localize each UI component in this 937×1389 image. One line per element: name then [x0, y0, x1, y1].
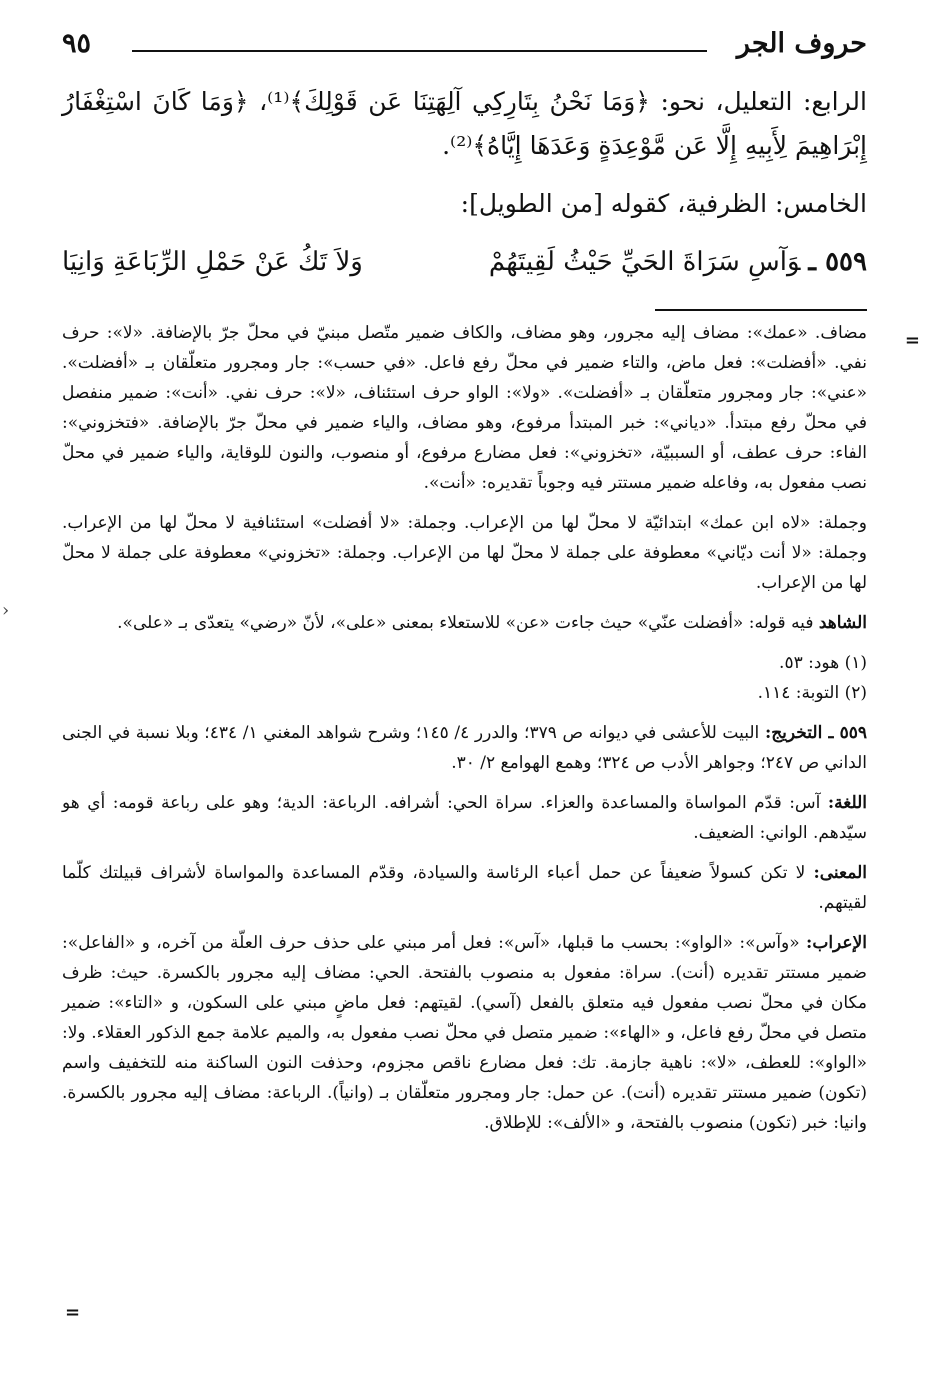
irab-text: «وآس»: «الواو»: بحسب ما قبلها، «آس»: فعل أمر مبني على حذف حرف العلّة من آخره، و «الفاعل»: ضمير مستتر تقديره (أنت). سراة: مفعول به منصوب بالفتحة. الحي: مضاف إليه مجرور بالكسرة. حيث: ظرف مكان في محلّ نصب مفعول فيه متعلق بالفعل (آسي). لقيتهم: فعل ماضٍ مبني على السكون، و «التاء»: ضمير متصل في محلّ رفع فاعل، و «الهاء»: ضمير متصل في محلّ نصب مفعول به، والميم علامة جمع الذكور العقلاء. ولا: «الواو»: للعطف، «لا»: ناهية جازمة. تك: فعل مضارع ناقص مجزوم، وحذفت النون الساكنة منه للتخفيف واسم (تكون) ضمير مستتر تقديره (أنت). عن حمل: جار ومجرور متعلّقان بـ (وانياً). الرباعة: مضاف إليه مجرور بالكسرة. وانيا: خبر (تكون) منصوب بالفتحة، و «الألف»: للإطلاق. — [62, 933, 867, 1133]
continuation-mark: = — [904, 330, 920, 351]
note-irab — [62, 928, 867, 1138]
verse-sadr: وَآسِ سَرَاةَ الحَيِّ حَيْثُ لَقِيتَهُمْ — [488, 247, 801, 277]
takhrij-text: البيت للأعشى في ديوانه ص ٣٧٩؛ والدرر ٤/ ١٤٥؛ وشرح شواهد المغني ١/ ٤٣٤؛ وبلا نسبة في الجنى الداني ص ٢٤٧؛ وجواهر الأدب ص ٣٢٤؛ وهمع الهوامع ٢/ ٣٠. — [62, 723, 867, 773]
note-sentences: وجملة: «لاه ابن عمك» ابتدائيّة لا محلّ لها من الإعراب. وجملة: «لا أفضلت» استئنافية لا محلّ لها من الإعراب. وجملة: «لا أنت ديّاني» معطوفة على جملة لا محلّ لها من الإعراب. وجملة: «تخزوني» معطوفة على جملة لا محلّ لها من الإعراب. — [62, 513, 867, 593]
verse-ajuz: وَلاَ تَكُ عَنْ حَمْلِ الرِّبَاعَةِ وَانِيَا — [62, 247, 363, 277]
lugha-label: اللغة: — [827, 793, 867, 813]
footnote-1: (١) هود: ٥٣. — [779, 653, 867, 673]
margin-mark: ‹ — [2, 600, 10, 621]
verse-number: ٥٥٩ ـ — [808, 247, 867, 277]
shahid-label: الشاهد — [818, 613, 867, 633]
continuation-mark-bottom: = — [65, 1302, 81, 1323]
note-mana — [62, 858, 867, 918]
shahid-text: فيه قوله: «أفضلت عنّي» حيث جاءت «عن» للاستعلاء بمعنى «على»، لأنّ «رضي» يتعدّى بـ «على». — [117, 613, 819, 633]
fifth-meaning: الخامس: الظرفية، كقوله [من الطويل]: — [460, 189, 867, 218]
footnote-2: (٢) التوبة: ١١٤. — [757, 683, 867, 703]
header-rule — [132, 50, 707, 52]
lugha-text: آس: قدّم المواساة والمساعدة والعزاء. سراة الحي: أشرافه. الرباعة: الدية؛ وهو على رباعة قومه: أي هو سيّدهم. الواني: الضعيف. — [62, 793, 867, 843]
note-takhrij — [62, 718, 867, 778]
note-lugha — [62, 788, 867, 848]
footnote-separator — [655, 309, 867, 311]
verse-first-half — [489, 240, 867, 284]
main-text — [62, 80, 867, 284]
footnotes — [62, 318, 867, 1148]
note-continuation: مضاف. «عمك»: مضاف إليه مجرور، وهو مضاف، والكاف ضمير متّصل مبنيّ في محلّ جرّ بالإضافة. «لا»: حرف نفي. «أفضلت»: فعل ماض، والتاء ضمير في محلّ رفع فاعل. «في حسب»: جار ومجرور متعلّقان بـ «أفضلت». «عني»: جار ومجرور متعلّقان بـ «أفضلت». «ولا»: الواو حرف استئناف، «لا»: حرف نفي. «أنت»: ضمير منفصل في محلّ رفع مبتدأ. «دياني»: خبر المبتدأ مرفوع، وهو مضاف، والياء ضمير في محلّ جرّ بالإضافة. «فتخزوني»: الفاء: حرف عطف، أو السببيّة، «تخزوني»: فعل مضارع مرفوع، أو منصوب، والنون للوقاية، والياء ضمير في محلّ نصب مفعول به، وفاعله ضمير مستتر فيه وجوباً تقديره: «أنت». — [62, 323, 867, 493]
takhrij-label: ٥٥٩ ـ التخريج: — [764, 723, 868, 743]
page-header — [62, 22, 867, 66]
fourth-meaning: الرابع: التعليل، نحو: ﴿وَمَا نَحْنُ بِتَارِكِي آلِهَتِنَا عَن قَوْلِكَ﴾⁽¹⁾، ﴿وَمَا كَانَ اسْتِغْفَارُ إِبْرَاهِيمَ لِأَبِيهِ إِلَّا عَن مَّوْعِدَةٍ وَعَدَهَا إِيَّاهُ﴾⁽²⁾. — [62, 87, 867, 160]
running-title: حروف الجر — [736, 28, 867, 59]
note-shahid — [62, 608, 867, 638]
poetry-verse — [62, 240, 867, 284]
irab-label: الإعراب: — [806, 933, 867, 953]
page-number: ٩٥ — [62, 28, 92, 59]
mana-label: المعنى: — [813, 863, 867, 883]
mana-text: لا تكن كسولاً ضعيفاً عن حمل أعباء الرئاسة والسيادة، وقدّم المساعدة والمواساة لأشراف قبيلتك كلّما لقيتهم. — [62, 863, 867, 913]
